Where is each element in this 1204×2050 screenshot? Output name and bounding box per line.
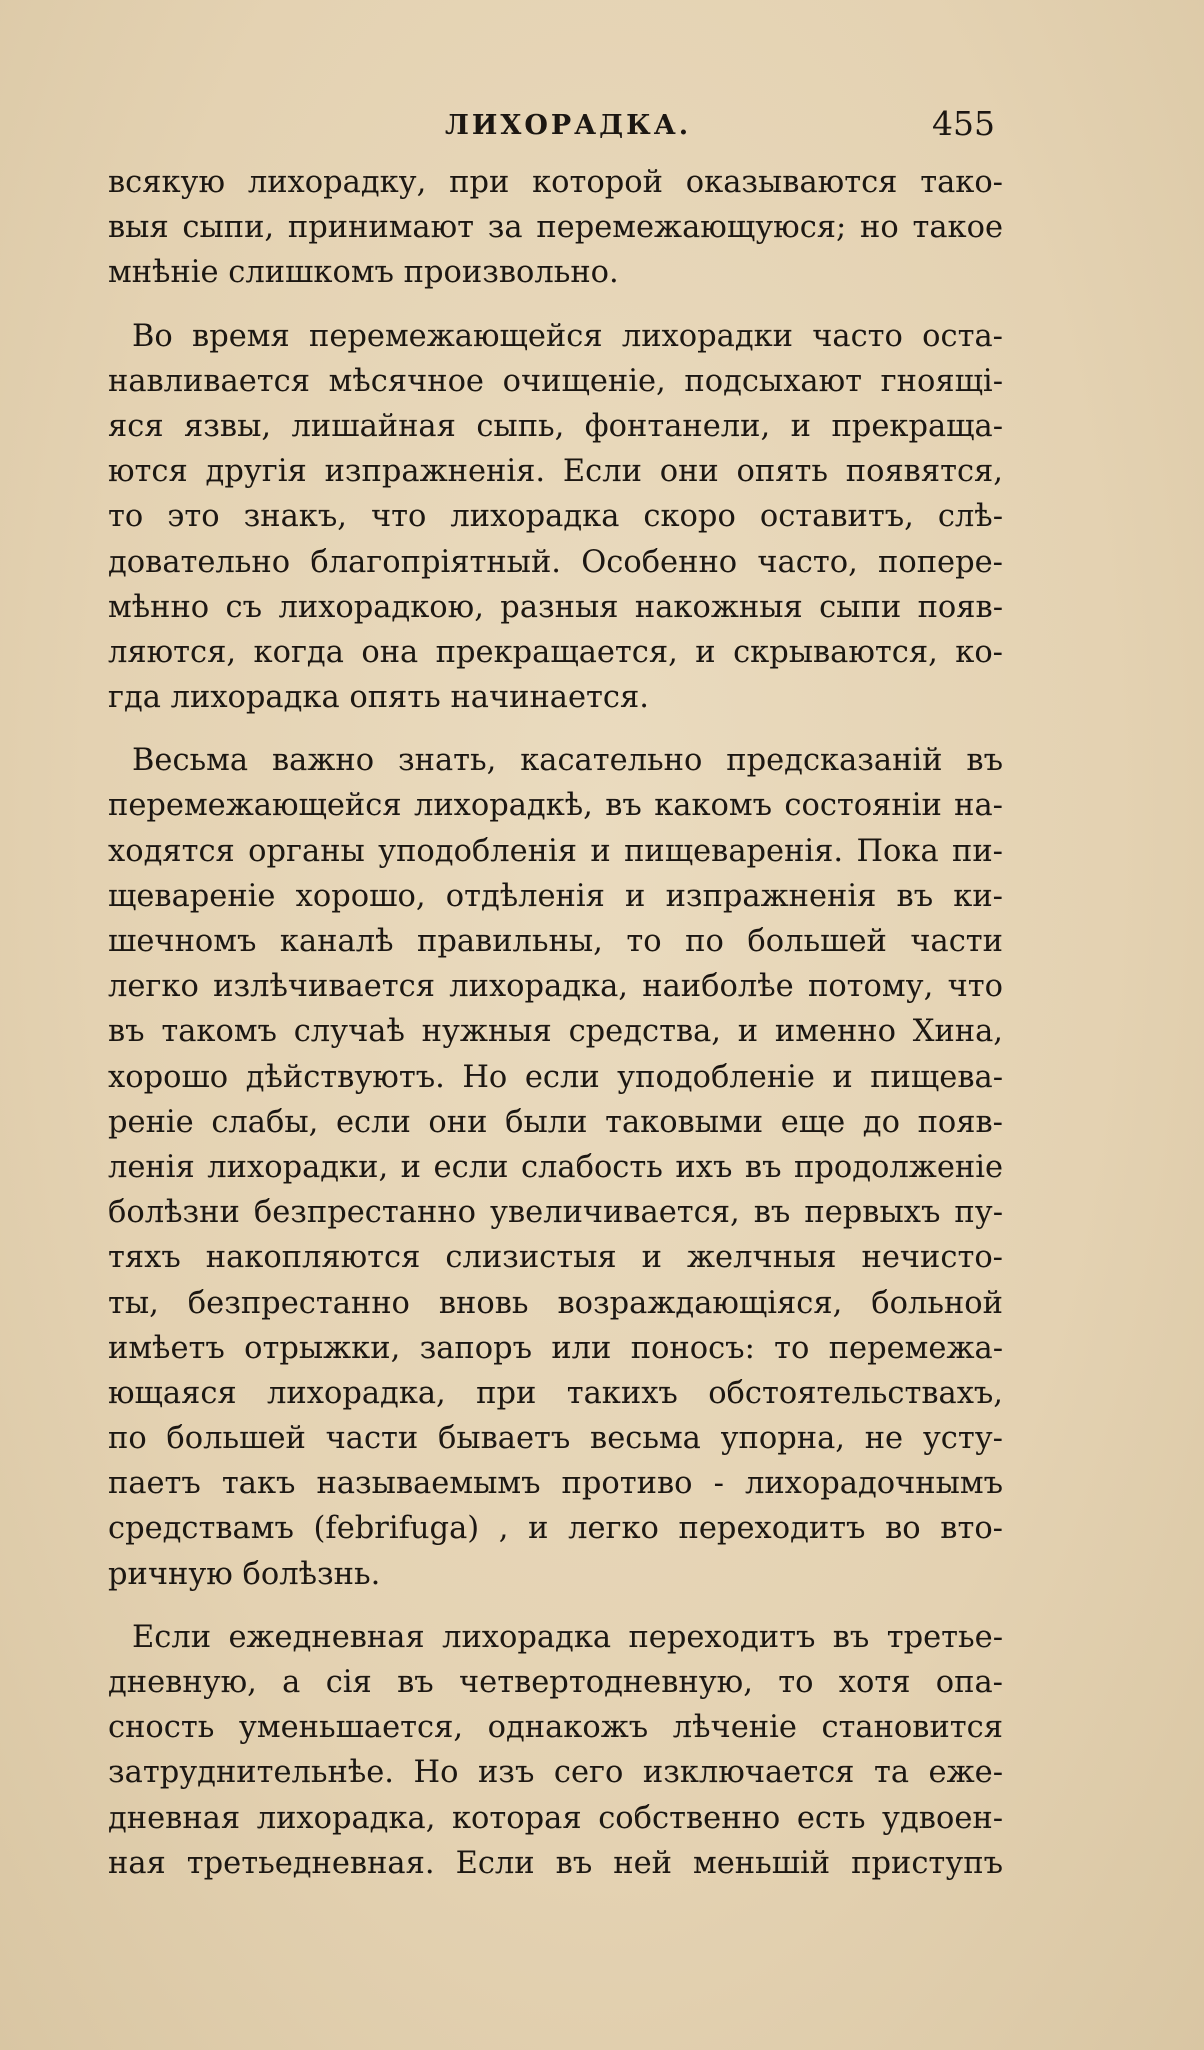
text-line: имѣетъ отрыжки, запоръ или поносъ: то перемежа- — [108, 1330, 1003, 1366]
text-line: легко излѣчивается лихорадка, наиболѣе потому, что — [108, 969, 1003, 1005]
text-line: затруднительнѣе. Но изъ сего изключается та еже- — [108, 1755, 1003, 1791]
text-line: ты, безпрестанно вновь возраждающіяся, больной — [108, 1285, 1003, 1321]
text-line: въ такомъ случаѣ нужныя средства, и именно Хина, — [108, 1014, 1003, 1050]
text-line: ющаяся лихорадка, при такихъ обстоятельствахъ, — [108, 1375, 1003, 1411]
running-head — [100, 106, 1000, 146]
text-line: мѣнно съ лихорадкою, разныя накожныя сыпи появ- — [108, 589, 1003, 625]
text-line: мнѣніе слишкомъ произвольно. — [108, 255, 619, 291]
text-line: ричную болѣзнь. — [108, 1556, 381, 1592]
text-line: паетъ такъ называемымъ противо - лихорадочнымъ — [108, 1466, 1003, 1502]
text-line: ленія лихорадки, и если слабость ихъ въ продолженіе — [108, 1149, 1003, 1185]
paragraph-3 — [108, 738, 1003, 1597]
text-line: Весьма важно знать, касательно предсказаній въ — [132, 743, 1003, 779]
text-line: тяхъ накопляются слизистыя и желчныя нечисто- — [108, 1240, 1003, 1276]
text-line: болѣзни безпрестанно увеличивается, въ первыхъ пу- — [108, 1195, 1003, 1231]
text-line: щевареніе хорошо, отдѣленія и изпражненія въ ки- — [108, 878, 1003, 914]
text-line: шечномъ каналѣ правильны, то по большей части — [108, 924, 1003, 959]
text-line: ная третьедневная. Если въ ней меньшій приступъ — [108, 1845, 1003, 1881]
page-number: 455 — [932, 104, 995, 143]
text-line: реніе слабы, если они были таковыми еще до появ- — [108, 1104, 1003, 1140]
text-line: Если ежедневная лихорадка переходитъ въ третье- — [132, 1619, 1003, 1655]
text-line: средствамъ (febrifuga) , и легко переходитъ во вто- — [108, 1511, 1003, 1547]
text-line: ляются, когда она прекращается, и скрываются, ко- — [108, 634, 1003, 670]
text-line: то это знакъ, что лихорадка скоро оставитъ, слѣ- — [108, 499, 1003, 535]
text-line: сность уменьшается, однакожъ лѣченіе становится — [108, 1710, 1003, 1746]
text-line: выя сыпи, принимают за перемежающуюся; но такое — [108, 210, 1003, 246]
text-line: навливается мѣсячное очищеніе, подсыхают гноящі- — [108, 363, 1003, 399]
text-line: Во время перемежающейся лихорадки часто оста- — [132, 318, 1003, 354]
running-title: ЛИХОРАДКА. — [445, 110, 692, 141]
text-line: дневная лихорадка, которая собственно есть удвоен- — [108, 1800, 1003, 1836]
paragraph-1 — [108, 160, 1003, 296]
text-line: перемежающейся лихорадкѣ, въ какомъ состояніи на- — [108, 788, 1003, 824]
text-line: дневную, а сія въ четвертодневную, то хотя опа- — [108, 1665, 1003, 1700]
text-line: ются другія изпражненія. Если они опять появятся, — [108, 454, 1003, 490]
text-line: хорошо дѣйствуютъ. Но если уподобленіе и пищева- — [108, 1059, 1003, 1095]
text-line: яся язвы, лишайная сыпь, фонтанели, и прекраща- — [108, 408, 1003, 444]
text-line: гда лихорадка опять начинается. — [108, 680, 649, 716]
paragraph-2 — [108, 314, 1003, 721]
text-line: довательно благопріятный. Особенно часто, попере- — [108, 544, 1003, 580]
text-line: всякую лихорадку, при которой оказываются тако- — [108, 165, 1003, 200]
text-line: по большей части бываетъ весьма упорна, не усту- — [108, 1421, 1003, 1457]
paragraph-4 — [108, 1615, 1003, 1886]
body-text — [108, 160, 1003, 1886]
text-line: ходятся органы уподобленія и пищеваренія. Пока пи- — [108, 833, 1003, 869]
